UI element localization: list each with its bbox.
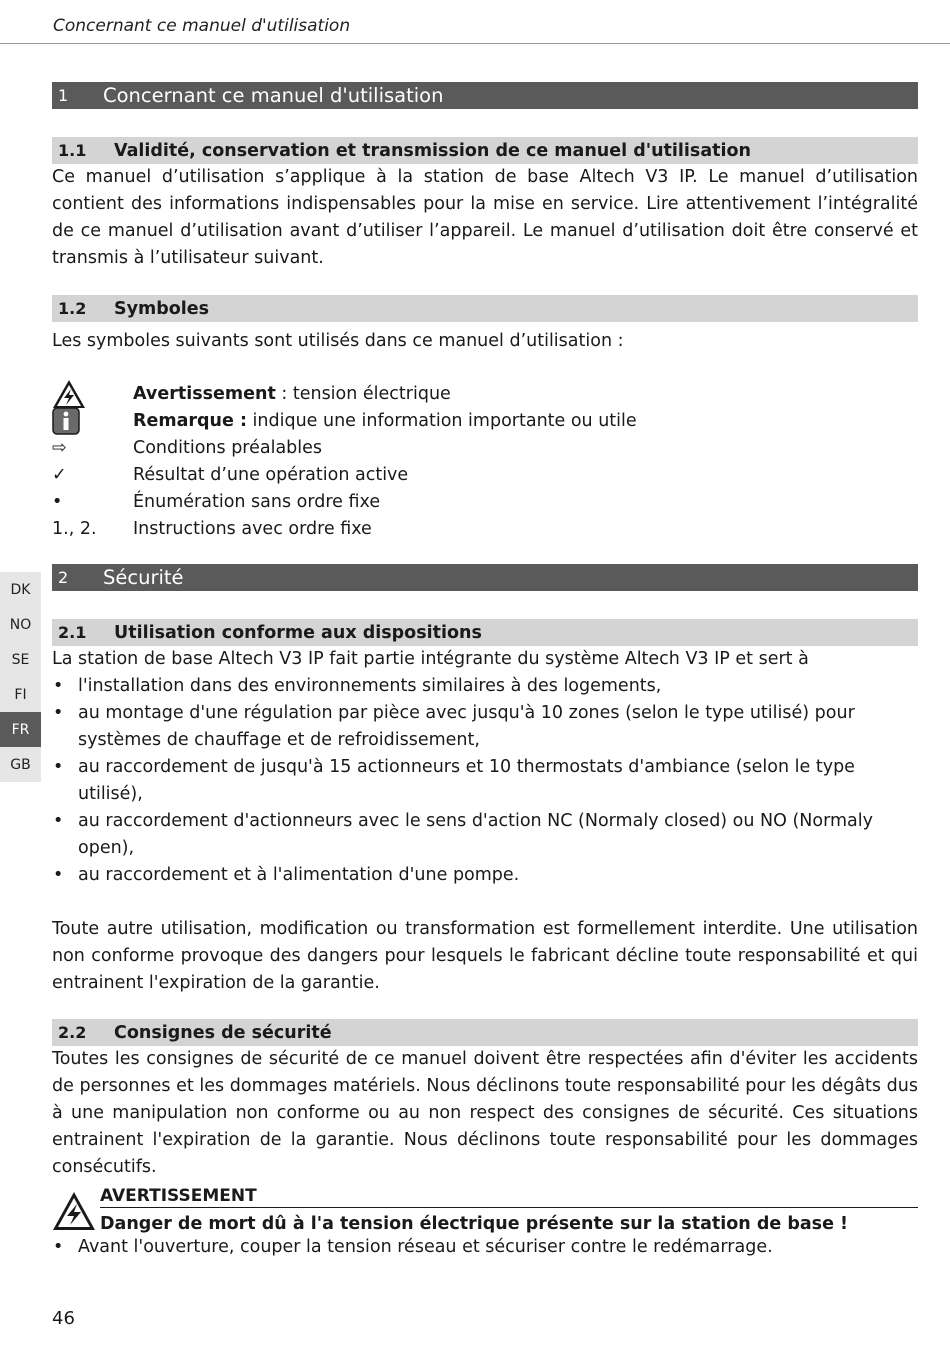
symbol-row xyxy=(52,407,918,434)
section-2-1-intro: La station de base Altech V3 IP fait partie intégrante du système Altech V3 IP et sert à xyxy=(52,649,809,669)
subsection-number: 2.2 xyxy=(58,1023,87,1042)
info-icon xyxy=(52,407,133,435)
symbol-bold: Avertissement xyxy=(133,383,276,404)
symbol-row xyxy=(52,515,918,542)
language-tabs xyxy=(0,572,41,782)
section-2-2-heading xyxy=(52,1019,918,1046)
numbered-icon: 1., 2. xyxy=(52,518,97,539)
list-item: • Avant l'ouverture, couper la tension réseau et sécuriser contre le redémarrage. xyxy=(52,1234,918,1261)
warning-triangle-icon xyxy=(52,1185,100,1240)
list-item: • au raccordement et à l'alimentation d'une pompe. xyxy=(52,862,918,889)
section-1-2-heading xyxy=(52,295,918,322)
section-number: 1 xyxy=(58,86,69,105)
subsection-number: 1.2 xyxy=(58,299,87,318)
subsection-title: Validité, conservation et transmission de ce manuel d'utilisation xyxy=(114,140,751,161)
symbol-description: indique une information importante ou utile xyxy=(246,410,637,431)
symbol-bold: Remarque : xyxy=(133,410,247,431)
section-2-1-note: Toute autre utilisation, modification ou transformation est formellement interdite. Une utilisation non conforme provoque des dangers pour lesquels le fabricant décline toute responsabilité et qui entrainent l'expiration de la garantie. xyxy=(52,919,918,993)
symbol-row xyxy=(52,461,918,488)
symbol-description: Conditions préalables xyxy=(133,437,323,458)
symbol-description: : tension électrique xyxy=(275,383,451,404)
list-item: • au raccordement d'actionneurs avec le sens d'action NC (Normaly closed) ou NO (Normaly open), xyxy=(52,808,918,862)
lang-tab-dk: DK xyxy=(0,572,41,607)
list-item: • au raccordement de jusqu'à 15 actionneurs et 10 thermostats d'ambiance (selon le type utilisé), xyxy=(52,754,918,808)
symbol-row xyxy=(52,488,918,515)
list-item: • l'installation dans des environnements similaires à des logements, xyxy=(52,673,918,700)
section-2-2-text: Toutes les consignes de sécurité de ce manuel doivent être respectées afin d'éviter les accidents de personnes et les dommages matériels. Nous déclinons toute responsabilité pour les dégâts dus à une manipulation non conforme ou au non respect des consignes de sécurité. Ces situations entrainent l'expiration de la garantie. Nous déclinons toute responsabilité pour les dommages consécutifs. xyxy=(52,1049,918,1177)
section-1-1-text: Ce manuel d’utilisation s’applique à la station de base Altech V3 IP. Le manuel d’utilisation contient des informations indispensables pour la mise en service. Lire attentivement l’intégralité de ce manuel d’utilisation avant d’utiliser l’appareil. Le manuel d’utilisation doit être conservé et transmis à l’utilisateur suivant. xyxy=(52,167,918,268)
section-2-heading xyxy=(52,564,918,591)
symbol-row xyxy=(52,434,918,461)
lang-tab-fr: FR xyxy=(0,712,41,747)
warning-instructions xyxy=(52,1234,918,1261)
symbol-row xyxy=(52,380,918,407)
section-title: Sécurité xyxy=(103,566,184,589)
running-header: Concernant ce manuel d'utilisation xyxy=(53,16,351,36)
checkmark-icon: ✓ xyxy=(52,464,67,485)
lang-tab-fi: FI xyxy=(0,677,41,712)
lang-tab-gb: GB xyxy=(0,747,41,782)
subsection-title: Consignes de sécurité xyxy=(114,1022,332,1043)
symbol-description: Énumération sans ordre fixe xyxy=(133,491,381,512)
symbol-description: Résultat d’une opération active xyxy=(133,464,409,485)
bullet-icon: • xyxy=(52,491,63,512)
warning-danger: Danger de mort dû à l'a tension électrique présente sur la station de base ! xyxy=(100,1214,849,1234)
section-2-1-heading xyxy=(52,619,918,646)
warning-box xyxy=(52,1185,918,1240)
symbols-list xyxy=(52,380,918,542)
subsection-title: Symboles xyxy=(114,298,210,319)
usage-list xyxy=(52,673,918,889)
symbols-intro: Les symboles suivants sont utilisés dans ce manuel d’utilisation : xyxy=(52,331,624,351)
section-number: 2 xyxy=(58,568,69,587)
section-1-heading xyxy=(52,82,918,109)
section-1-1-heading xyxy=(52,137,918,164)
subsection-number: 2.1 xyxy=(58,623,87,642)
symbol-description: Instructions avec ordre fixe xyxy=(133,518,372,539)
lang-tab-no: NO xyxy=(0,607,41,642)
page-content xyxy=(52,82,918,1261)
header-rule xyxy=(0,43,950,44)
subsection-title: Utilisation conforme aux dispositions xyxy=(114,622,482,643)
list-item: • au montage d'une régulation par pièce avec jusqu'à 10 zones (selon le type utilisé) pour systèmes de chauffage et de refroidissement, xyxy=(52,700,918,754)
subsection-number: 1.1 xyxy=(58,141,87,160)
section-title: Concernant ce manuel d'utilisation xyxy=(103,84,444,107)
warning-title: AVERTISSEMENT xyxy=(100,1185,918,1208)
lang-tab-se: SE xyxy=(0,642,41,677)
warning-triangle-icon xyxy=(52,379,133,409)
page-number: 46 xyxy=(52,1308,75,1329)
arrow-right-icon: ⇨ xyxy=(52,437,67,458)
